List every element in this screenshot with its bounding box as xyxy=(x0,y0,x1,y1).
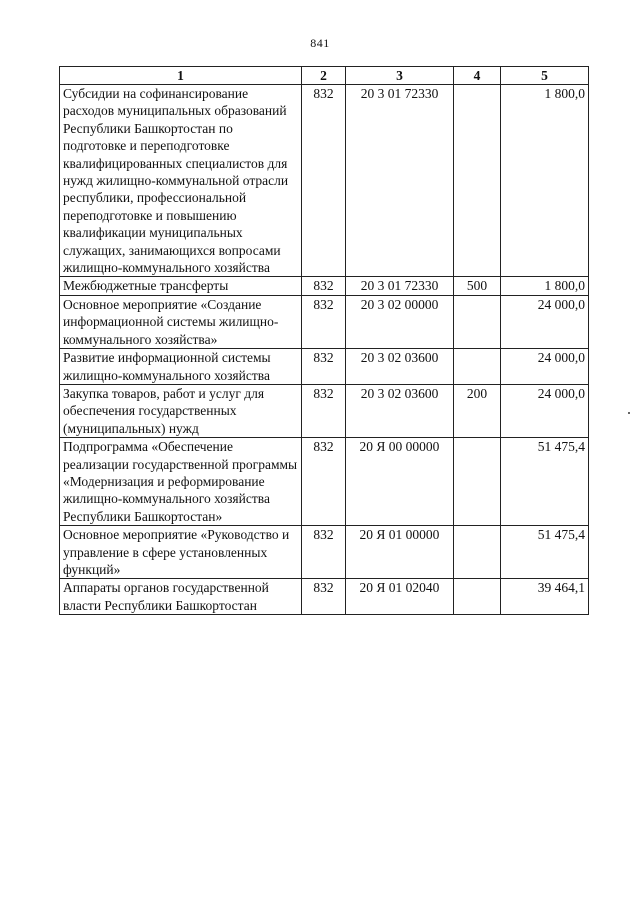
row-target-code: 20 Я 00 00000 xyxy=(346,438,454,526)
row-target-code: 20 3 02 00000 xyxy=(346,295,454,348)
row-expense-type: 500 xyxy=(454,277,501,295)
row-ministry-code: 832 xyxy=(302,277,346,295)
row-expense-type xyxy=(454,526,501,579)
budget-table xyxy=(59,66,589,615)
row-expense-type xyxy=(454,579,501,615)
row-expense-type xyxy=(454,349,501,385)
row-expense-type xyxy=(454,295,501,348)
page-number: 841 xyxy=(310,36,330,50)
row-name: Аппараты органов государственной власти Республики Башкортостан xyxy=(60,579,302,615)
table-row xyxy=(60,349,589,385)
header-col-1: 1 xyxy=(60,67,302,85)
row-name: Субсидии на софинансирование расходов муниципальных образований Республики Башкортостан по подготовке и переподготовке квалифицированных специалистов для нужд жилищно-коммунальной отрасли республики, профессиональной переподготовке и повышению квалификации муниципальных служащих, занимающихся вопросами жилищно-коммунального хозяйства xyxy=(60,85,302,277)
row-name: Основное мероприятие «Создание информационной системы жилищно-коммунального хозяйства» xyxy=(60,295,302,348)
row-name: Закупка товаров, работ и услуг для обеспечения государственных (муниципальных) нужд xyxy=(60,384,302,437)
row-amount: 24 000,0 xyxy=(501,349,589,385)
row-amount: 39 464,1 xyxy=(501,579,589,615)
row-target-code: 20 3 01 72330 xyxy=(346,85,454,277)
row-target-code: 20 3 01 72330 xyxy=(346,277,454,295)
row-expense-type: 200 xyxy=(454,384,501,437)
table-row xyxy=(60,277,589,295)
row-ministry-code: 832 xyxy=(302,295,346,348)
row-ministry-code: 832 xyxy=(302,579,346,615)
row-target-code: 20 3 02 03600 xyxy=(346,349,454,385)
table-row xyxy=(60,384,589,437)
row-ministry-code: 832 xyxy=(302,526,346,579)
row-amount: 51 475,4 xyxy=(501,526,589,579)
row-expense-type xyxy=(454,438,501,526)
header-col-5: 5 xyxy=(501,67,589,85)
row-name: Основное мероприятие «Руководство и управление в сфере установленных функций» xyxy=(60,526,302,579)
row-name: Подпрограмма «Обеспечение реализации государственной программы «Модернизация и реформирование жилищно-коммунального хозяйства Республики Башкортостан» xyxy=(60,438,302,526)
table-row xyxy=(60,295,589,348)
header-col-4: 4 xyxy=(454,67,501,85)
row-amount: 1 800,0 xyxy=(501,277,589,295)
header-col-3: 3 xyxy=(346,67,454,85)
row-amount: 1 800,0 xyxy=(501,85,589,277)
row-ministry-code: 832 xyxy=(302,384,346,437)
table-row xyxy=(60,579,589,615)
row-target-code: 20 3 02 03600 xyxy=(346,384,454,437)
row-amount: 24 000,0 xyxy=(501,295,589,348)
table-header-row xyxy=(60,67,589,85)
row-target-code: 20 Я 01 02040 xyxy=(346,579,454,615)
table-row xyxy=(60,438,589,526)
row-ministry-code: 832 xyxy=(302,349,346,385)
table-row xyxy=(60,526,589,579)
row-amount: 24 000,0 xyxy=(501,384,589,437)
row-target-code: 20 Я 01 00000 xyxy=(346,526,454,579)
row-name: Развитие информационной системы жилищно-коммунального хозяйства xyxy=(60,349,302,385)
row-ministry-code: 832 xyxy=(302,85,346,277)
scan-speck xyxy=(628,412,630,414)
row-name: Межбюджетные трансферты xyxy=(60,277,302,295)
row-expense-type xyxy=(454,85,501,277)
header-col-2: 2 xyxy=(302,67,346,85)
table-row xyxy=(60,85,589,277)
row-ministry-code: 832 xyxy=(302,438,346,526)
row-amount: 51 475,4 xyxy=(501,438,589,526)
